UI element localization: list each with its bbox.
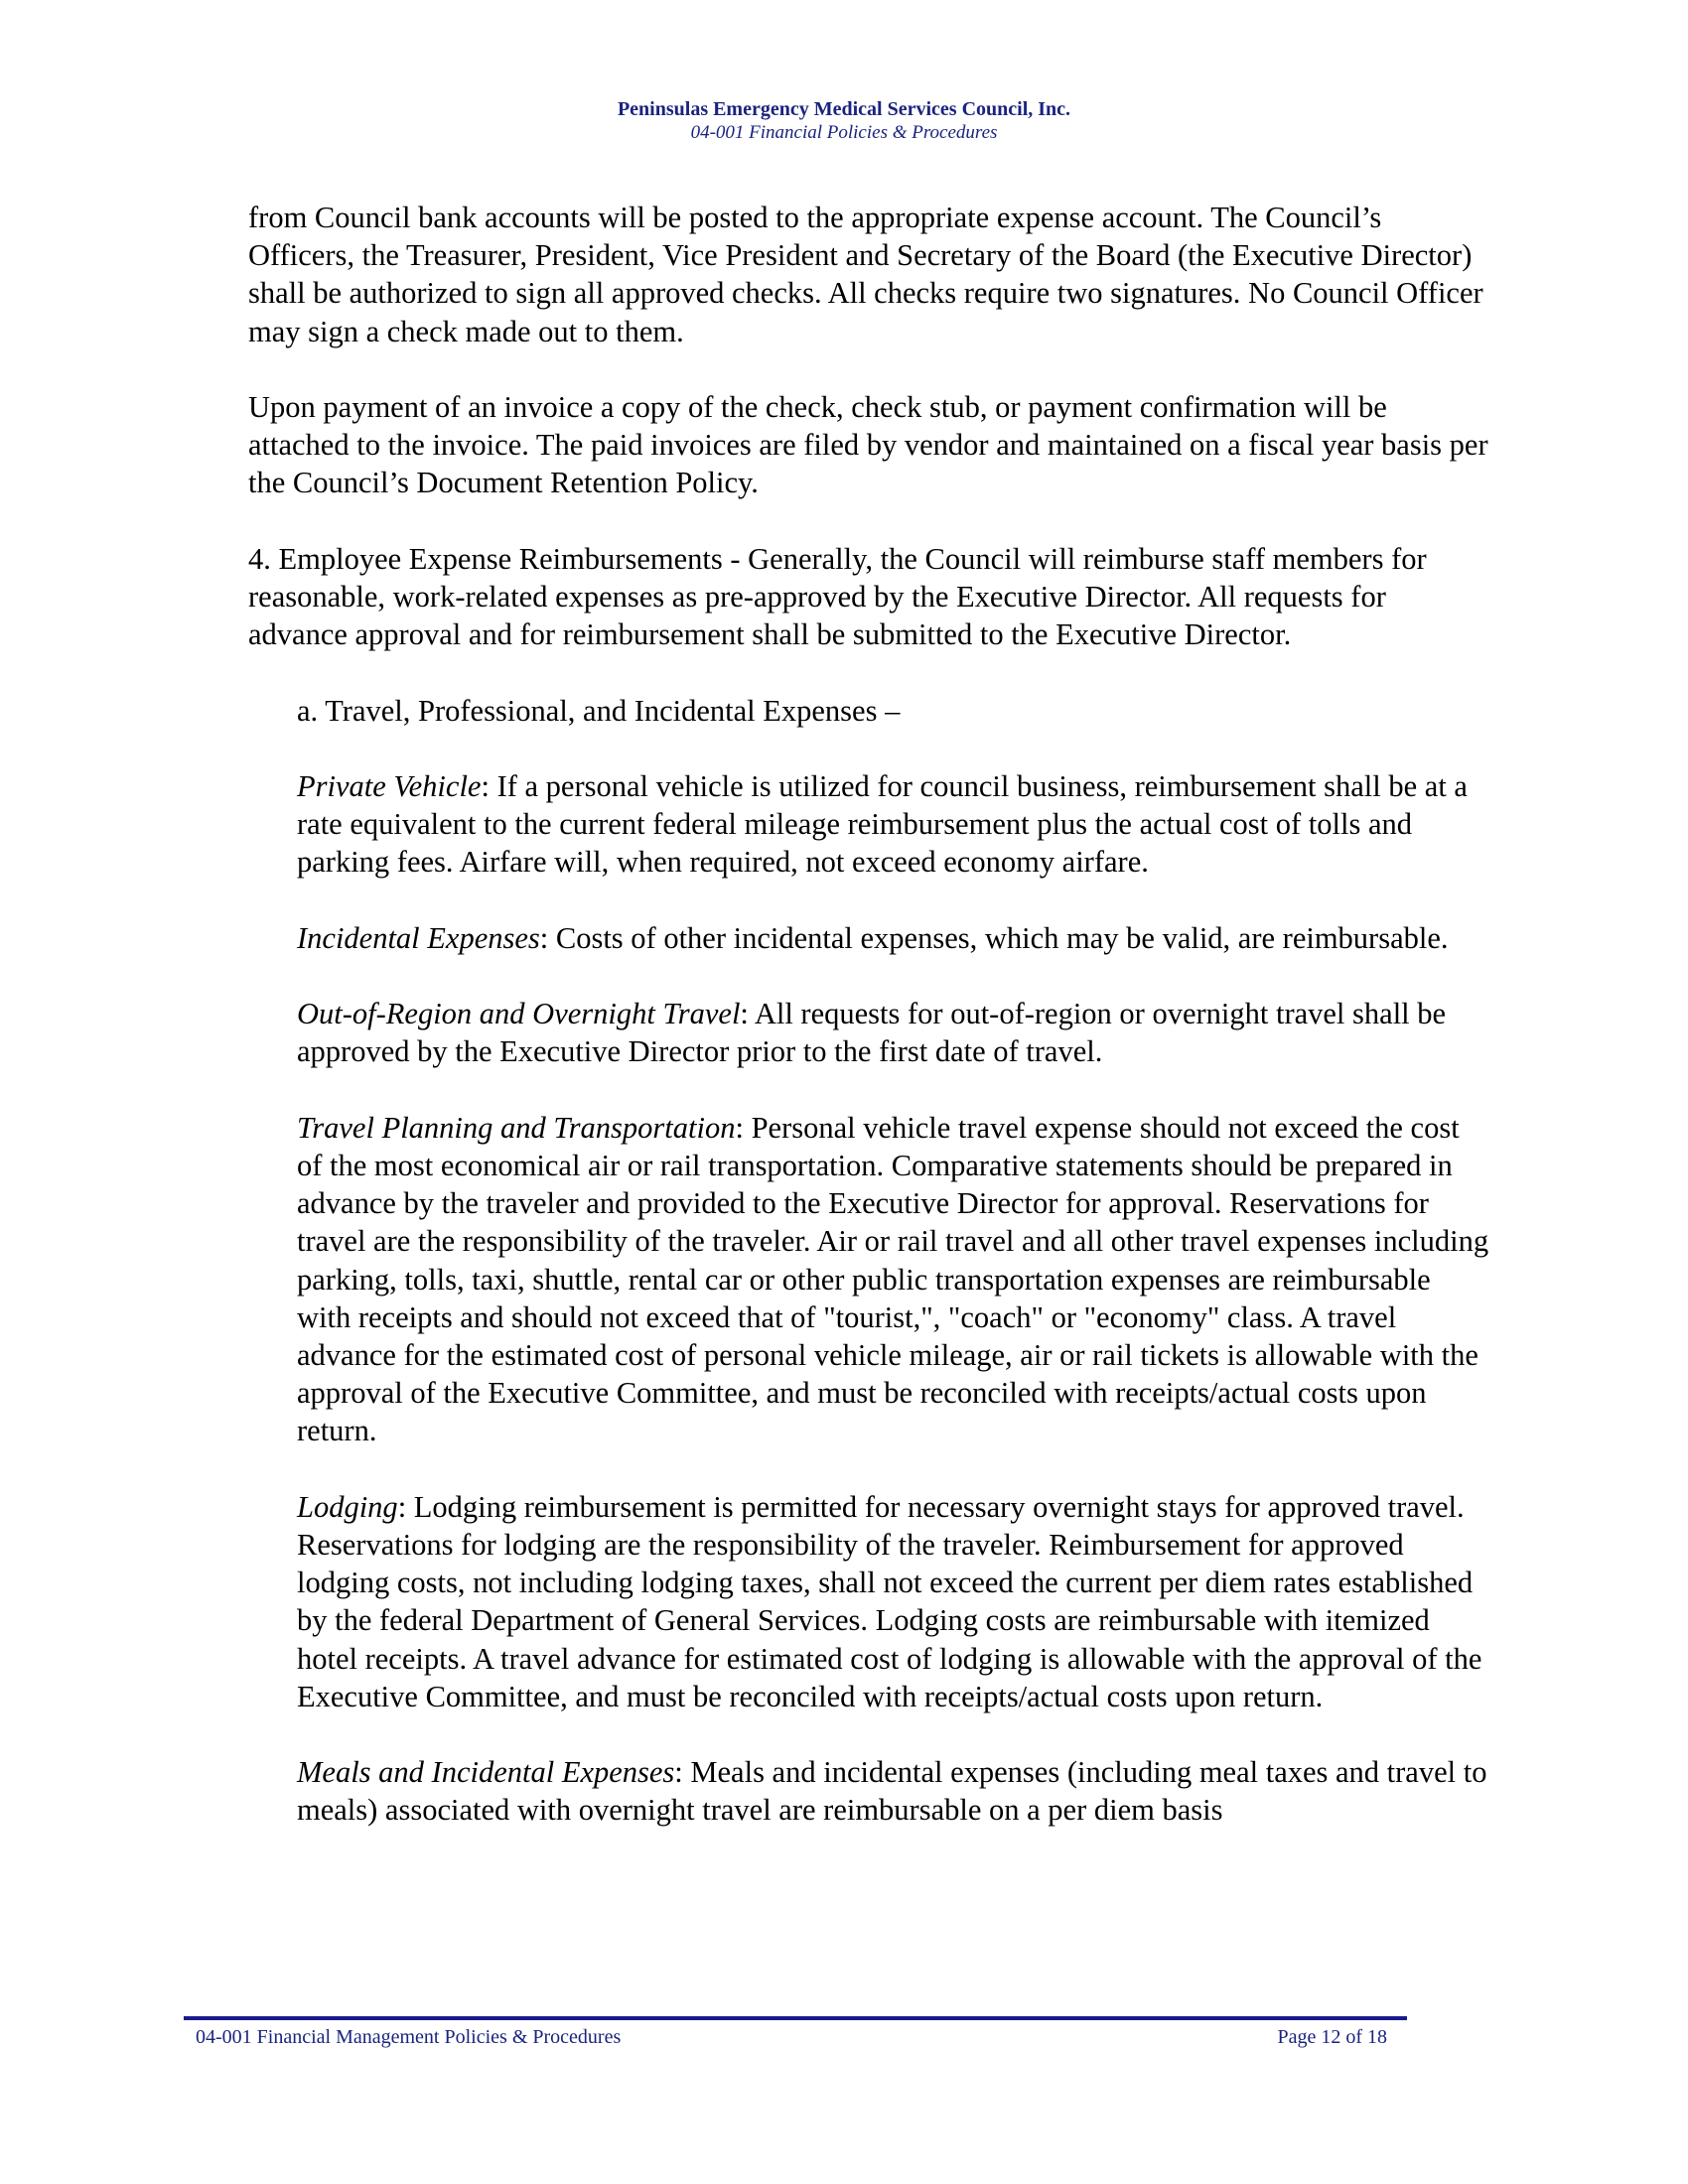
text-lodging: : Lodging reimbursement is permitted for necessary overnight stays for approved travel. Reservations for lodging are the responsibility of the traveler. Reimbursement for approved lodging costs, not including lodging taxes, shall not exceed the current per diem rates established by the federal Department of General Services. Lodging costs are reimbursable with itemized hotel receipts. A travel advance for estimated cost of lodging is allowable with the approval of the Executive Committee, and must be reconciled with receipts/actual costs upon return. [297,1489,1482,1713]
text-out-of-region: : All requests for out-of-region or overnight travel shall be approved by the Executive Director prior to the first date of travel. [297,997,1447,1069]
paragraph-incidental-expenses [297,919,1489,957]
term-travel-planning: Travel Planning and Transportation [297,1110,736,1145]
document-title: 04-001 Financial Policies & Procedures [690,122,998,143]
page-number: Page 12 of 18 [1277,2026,1387,2048]
text-incidental-expenses: : Costs of other incidental expenses, which may be valid, are reimbursable. [539,920,1449,955]
footer-divider [184,2016,1407,2020]
term-incidental-expenses: Incidental Expenses [297,920,540,955]
organization-name: Peninsulas Emergency Medical Services Council, Inc. [617,98,1071,120]
paragraph-bank-accounts: from Council bank accounts will be posted to the appropriate expense account. The Council’s Officers, the Treasurer, President, Vice President and Secretary of the Board (the Executive Director) shall be authorized to sign all approved checks. All checks require two signatures. No Council Officer may sign a check made out to them. [248,201,1483,348]
paragraph-invoice-payment: Upon payment of an invoice a copy of the check, check stub, or payment confirmation will be attached to the invoice. The paid invoices are filed by vendor and maintained on a fiscal year basis per the Council’s Document Retention Policy. [248,390,1488,500]
paragraph-out-of-region [297,995,1489,1070]
footer-document-title: 04-001 Financial Management Policies & Procedures [196,2026,622,2048]
text-meals: : Meals and incidental expenses (including meal taxes and travel to meals) associated with overnight travel are reimbursable on a per diem basis [297,1755,1487,1828]
term-meals: Meals and Incidental Expenses [297,1755,675,1790]
document-body [248,199,1489,1867]
text-travel-planning: : Personal vehicle travel expense should not exceed the cost of the most economical air or rail transportation. Comparative statements should be prepared in advance by the traveler and provided to the Executive Director for approval. Reservations for travel are the responsibility of the traveler. Air or rail travel and all other travel expenses including parking, tolls, taxi, shuttle, rental car or other public transportation expenses are reimbursable with receipts and should not exceed that of "tourist,", "coach" or "economy" class. A travel advance for the estimated cost of personal vehicle mileage, air or rail tickets is allowable with the approval of the Executive Committee, and must be reconciled with receipts/actual costs upon return. [297,1110,1489,1448]
paragraph-lodging [297,1488,1489,1715]
paragraph-private-vehicle [297,767,1489,882]
term-out-of-region: Out-of-Region and Overnight Travel [297,997,741,1031]
term-private-vehicle: Private Vehicle [297,768,482,803]
paragraph-meals [297,1753,1489,1829]
paragraph-travel-planning [297,1109,1489,1450]
subsection-heading-travel: a. Travel, Professional, and Incidental Expenses – [297,693,901,728]
text-private-vehicle: : If a personal vehicle is utilized for council business, reimbursement shall be at a rate equivalent to the current federal mileage reimbursement plus the actual cost of tolls and parking fees. Airfare will, when required, not exceed economy airfare. [297,768,1468,880]
page-header [0,97,1688,145]
term-lodging: Lodging [297,1489,398,1524]
paragraph-employee-reimbursements: 4. Employee Expense Reimbursements - Generally, the Council will reimburse staff members for reasonable, work-related expenses as pre-approved by the Executive Director. All requests for advance approval and for reimbursement shall be submitted to the Executive Director. [248,541,1427,652]
